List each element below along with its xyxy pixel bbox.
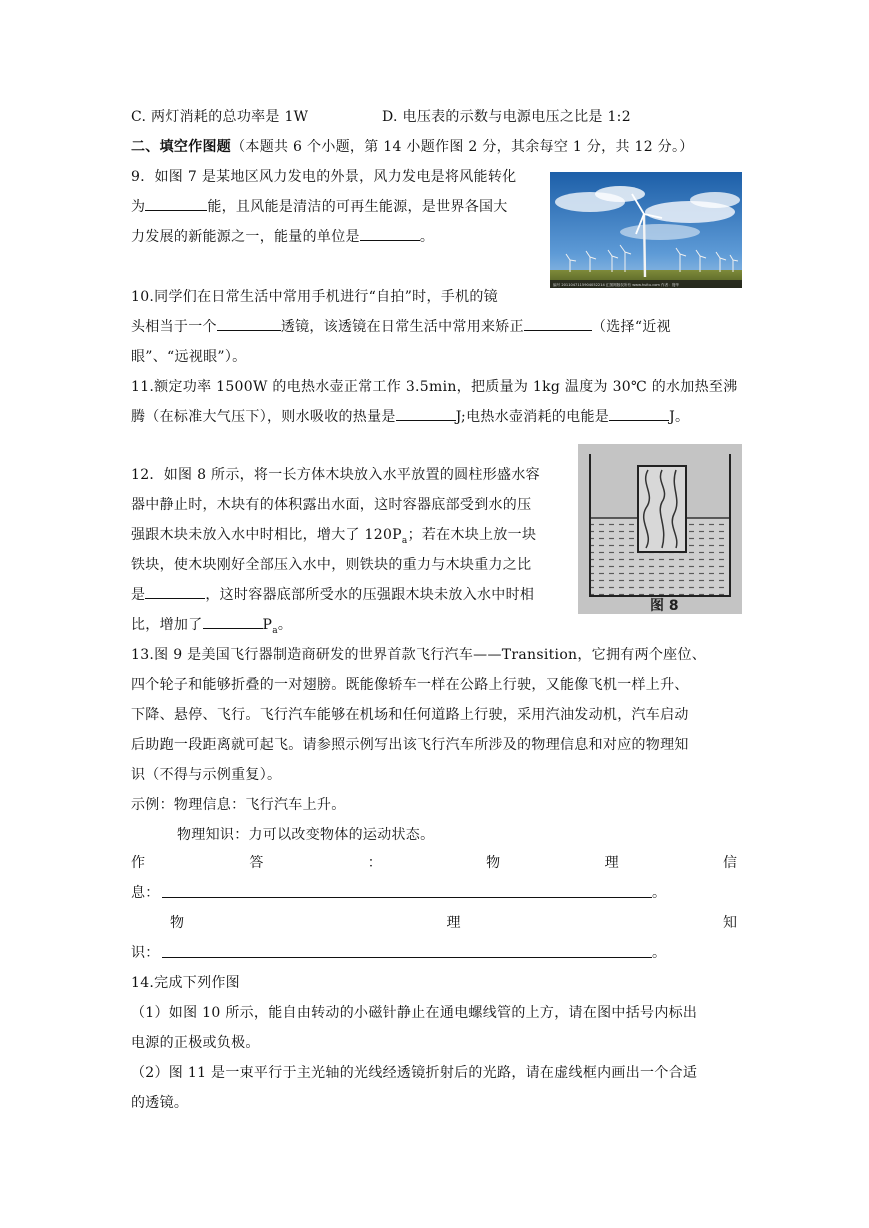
q12-line1: 12．如图 8 所示，将一长方体木块放入水平放置的圆柱形盛水容: [131, 467, 540, 483]
answer-char: 理: [446, 915, 461, 931]
section-title: 二、填空作图题: [131, 139, 232, 155]
q12-sub-b: a: [272, 625, 278, 636]
q12-text-c: 是: [131, 587, 146, 603]
q13-info-label: 息：: [131, 885, 160, 901]
q13-line1: 13.图 9 是美国飞行器制造商研发的世界首款飞行汽车——Transition，它拥有两个座位、: [131, 647, 707, 663]
q13-knowledge-label: 识：: [131, 945, 160, 961]
q11-text-c: J。: [669, 409, 690, 425]
q10-blank-1[interactable]: [217, 316, 281, 331]
q12-text-a: 强跟木块未放入水中时相比，增大了 120P: [131, 527, 402, 543]
q12-line6: [131, 614, 292, 636]
q13-info-answer-line[interactable]: [162, 896, 652, 898]
option-d: D. 电压表的示数与电源电压之比是 1:2: [382, 109, 631, 125]
q14-title: 14.完成下列作图: [131, 975, 240, 991]
q9-blank-1[interactable]: [145, 196, 207, 211]
q13-info-end: 。: [652, 885, 667, 901]
q9-line1: 9．如图 7 是某地区风力发电的外景，风力发电是将风能转化: [131, 169, 517, 185]
figure-8: [578, 444, 742, 614]
q13-line4: 后助跑一段距离就可起飞。请参照示例写出该飞行汽车所涉及的物理信息和对应的物理知: [131, 737, 689, 753]
q9-line3: [131, 226, 434, 246]
q13-knowledge-answer-line[interactable]: [162, 956, 652, 958]
q12-line4: 铁块，使木块刚好全部压入水中，则铁块的重力与木块重力之比: [131, 557, 532, 573]
q11-line1: 11.额定功率 1500W 的电热水壶正常工作 3.5min，把质量为 1kg 温度为 30℃ 的水加热至沸: [131, 379, 738, 395]
q10-line3: 眼”、“远视眼”）。: [131, 349, 247, 365]
q12-line2: 器中静止时，木块有的体积露出水面，这时容器底部受到水的压: [131, 497, 532, 513]
q14-part2-line2: 的透镜。: [131, 1095, 189, 1111]
q13-example-knowledge: 物理知识：力可以改变物体的运动状态。: [177, 827, 435, 843]
q11-line2: [131, 406, 689, 426]
answer-char: 作: [131, 855, 145, 871]
answer-char: ：: [367, 855, 382, 871]
q12-blank-2[interactable]: [203, 614, 263, 629]
q13-answer-row-1: [131, 852, 737, 872]
q12-text-f: P: [262, 617, 273, 633]
q12-text-b: ；若在木块上放一块: [407, 527, 537, 543]
q11-blank-2[interactable]: [609, 406, 669, 421]
q9-blank-2[interactable]: [360, 226, 420, 241]
q13-line5: 识（不得与示例重复）。: [131, 767, 282, 783]
q9-line2: [131, 196, 508, 216]
q10-text-c: （选择“近视: [591, 319, 671, 335]
answer-char: 物: [486, 855, 501, 871]
q11-text-b: J;电热水壶消耗的电能是: [455, 409, 610, 425]
q11-blank-1[interactable]: [396, 406, 456, 421]
q10-line1: 10.同学们在日常生活中常用手机进行“自拍”时，手机的镜: [131, 289, 498, 305]
q12-blank-1[interactable]: [145, 584, 205, 599]
q12-text-e: 比，增加了: [131, 617, 203, 633]
q9-text-d: 。: [419, 229, 435, 245]
q9-text-a: 为: [131, 199, 146, 215]
photo-caption: 编号 2011047115904052214 汇图网版权所有 www.huitu.com 作者：搜华: [553, 283, 680, 287]
q10-text-a: 头相当于一个: [131, 319, 217, 335]
q14-part1-line2: 电源的正极或负极。: [131, 1035, 260, 1051]
q14-part1-line1: （1）如图 10 所示，能自由转动的小磁针静止在通电螺线管的上方，请在图中括号内标出: [131, 1005, 698, 1021]
q13-line2: 四个轮子和能够折叠的一对翅膀。既能像轿车一样在公路上行驶，又能像飞机一样上升、: [131, 677, 689, 693]
q9-text-b: 能，且风能是清洁的可再生能源，是世界各国大: [207, 199, 508, 215]
answer-char: 知: [723, 915, 737, 931]
q13-knowledge-end: 。: [652, 945, 667, 961]
q13-example-info: 示例：物理信息：飞行汽车上升。: [131, 797, 346, 813]
wind-farm-photo: [550, 172, 742, 288]
q12-line3: [131, 524, 536, 546]
q12-text-d: ，这时容器底部所受水的压强跟木块未放入水中时相: [205, 587, 535, 603]
answer-char: 信: [722, 855, 737, 871]
figure-8-label: 图 8: [650, 598, 679, 614]
q11-text-a: 腾（在标准大气压下），则水吸收的热量是: [131, 409, 396, 425]
section-note: （本题共 6 个小题，第 14 小题作图 2 分，其余每空 1 分，共 12 分。）: [231, 139, 694, 155]
q12-line5: [131, 584, 534, 604]
q9-text-c: 力发展的新能源之一，能量的单位是: [131, 229, 360, 245]
q10-line2: [131, 316, 671, 336]
answer-char: 物: [170, 915, 184, 931]
answer-char: 理: [604, 855, 619, 871]
answer-char: 答: [249, 855, 264, 871]
q12-text-g: 。: [277, 617, 293, 633]
q13-answer-row-2: [170, 912, 737, 932]
option-c: C. 两灯消耗的总功率是 1W: [131, 109, 309, 125]
q12-sub-a: a: [401, 535, 408, 546]
q14-part2-line1: （2）图 11 是一束平行于主光轴的光线经透镜折射后的光路，请在虚线框内画出一个合适: [131, 1065, 698, 1081]
section-header: [131, 136, 694, 156]
q10-text-b: 透镜，该透镜在日常生活中常用来矫正: [280, 319, 524, 335]
q13-line3: 下降、悬停、飞行。飞行汽车能够在机场和任何道路上行驶，采用汽油发动机，汽车启动: [131, 707, 689, 723]
q10-blank-2[interactable]: [524, 316, 592, 331]
